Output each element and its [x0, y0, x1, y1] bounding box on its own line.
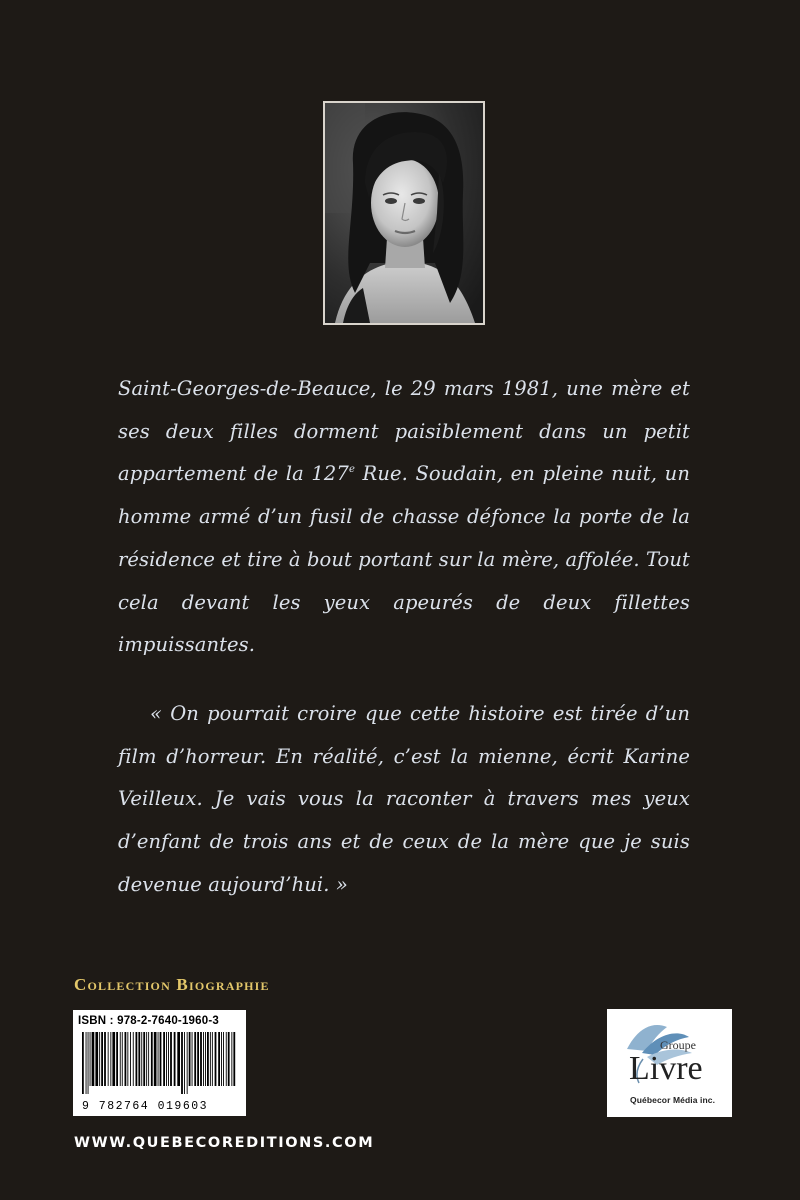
barcode-bar	[194, 1032, 196, 1086]
barcode-bar	[174, 1032, 176, 1086]
barcode-bar	[90, 1032, 91, 1086]
barcode-bar	[116, 1032, 118, 1086]
barcode-bar	[148, 1032, 149, 1086]
barcode-bar	[203, 1032, 204, 1086]
barcode-bar	[143, 1032, 145, 1086]
barcode-bar	[136, 1032, 138, 1086]
barcode-bar	[138, 1032, 140, 1086]
barcode-bar	[200, 1032, 202, 1086]
barcode-bars	[78, 1032, 241, 1094]
barcode-bar	[112, 1032, 115, 1086]
barcode-bar	[163, 1032, 165, 1086]
barcode-bar	[221, 1032, 222, 1086]
isbn-barcode	[73, 1010, 246, 1116]
barcode-bar	[233, 1032, 235, 1086]
barcode-bar	[177, 1032, 180, 1086]
barcode-bar	[205, 1032, 206, 1086]
barcode-bar	[215, 1032, 217, 1086]
barcode-bar	[184, 1032, 185, 1094]
barcode-bar	[166, 1032, 167, 1086]
logo-groupe-text: Groupe	[660, 1038, 696, 1052]
barcode-digits: 9 782764 019603	[80, 1100, 242, 1113]
collection-title: Collection Biographie	[74, 975, 270, 994]
barcode-bar	[104, 1032, 106, 1086]
publisher-website: WWW.QUEBECOREDITIONS.COM	[74, 1135, 375, 1151]
barcode-bar	[168, 1032, 169, 1086]
isbn-number: ISBN : 978-2-7640-1960-3	[78, 1015, 219, 1027]
barcode-bar	[122, 1032, 123, 1086]
ordinal-superscript: e	[348, 464, 355, 476]
barcode-bar	[99, 1032, 100, 1086]
author-portrait-image	[325, 103, 483, 323]
barcode-bar	[197, 1032, 199, 1086]
blurb-text	[118, 368, 690, 906]
logo-subtitle: Québecor Média inc.	[630, 1095, 716, 1105]
barcode-bar	[189, 1032, 191, 1086]
barcode-bar	[226, 1032, 227, 1086]
barcode-bar	[141, 1032, 142, 1086]
barcode-bar	[210, 1032, 211, 1086]
barcode-bar	[181, 1032, 183, 1094]
barcode-bar	[207, 1032, 209, 1086]
barcode-bar	[158, 1032, 159, 1086]
logo-livre-text: Livre	[629, 1050, 703, 1087]
barcode-bar	[125, 1032, 127, 1086]
author-photo	[323, 101, 485, 325]
barcode-bar	[95, 1032, 98, 1086]
barcode-bar	[120, 1032, 121, 1086]
barcode-bar	[151, 1032, 153, 1086]
blurb-paragraph-1-end: Rue. Soudain, en pleine nuit, un homme armé d’un fusil de chasse défonce la porte de la résidence et tire à bout portant sur la mère, affolée. Tout cela devant les yeux apeurés de deux fillettes impuissantes.	[118, 462, 690, 657]
barcode-bar	[86, 1032, 87, 1094]
barcode-bar	[110, 1032, 111, 1086]
blurb-paragraph-1	[118, 368, 690, 667]
barcode-bar	[212, 1032, 213, 1086]
barcode-bar	[101, 1032, 103, 1086]
blurb-paragraph-1-start: Saint-Georges-de-Beauce, le 29 mars 1981, une mère et ses deux filles dorment paisiblement dans un petit appartement de la 127	[118, 377, 690, 486]
barcode-bar	[92, 1032, 95, 1086]
barcode-bar	[218, 1032, 220, 1086]
barcode-bar	[133, 1032, 134, 1086]
publisher-logo	[607, 1009, 732, 1117]
barcode-bar	[231, 1032, 232, 1086]
barcode-bar	[223, 1032, 224, 1086]
blurb-paragraph-2: « On pourrait croire que cette histoire est tirée d’un film d’horreur. En réalité, c’est la mienne, écrit Karine Veilleux. Je vais vous la raconter à travers mes yeux d’enfant de trois ans et de ceux de la mère que je suis devenue aujourd’hui. »	[118, 701, 690, 896]
barcode-bar	[187, 1032, 188, 1094]
barcode-bar	[130, 1032, 131, 1086]
barcode-bar	[108, 1032, 109, 1086]
barcode-bar	[88, 1032, 89, 1094]
barcode-bar	[154, 1032, 157, 1086]
barcode-bar	[160, 1032, 162, 1086]
barcode-bar	[146, 1032, 147, 1086]
barcode-bar	[192, 1032, 193, 1086]
barcode-bar	[127, 1032, 128, 1086]
barcode-bar	[82, 1032, 84, 1094]
barcode-bar	[170, 1032, 172, 1086]
barcode-bar	[228, 1032, 230, 1086]
